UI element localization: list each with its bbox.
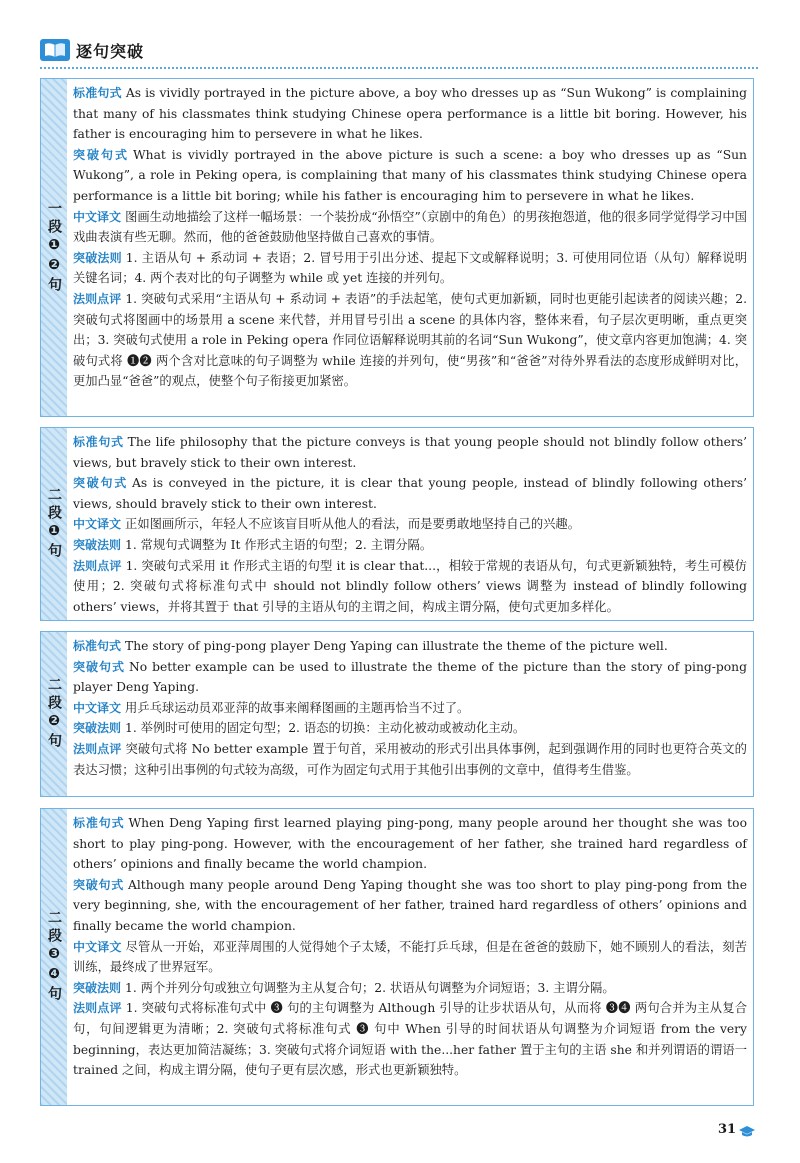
row-label: 突破法则: [73, 721, 122, 736]
row-text: As is conveyed in the picture, it is clear that young people, instead of blindly following others’ views, should bravely stick to their own interest.: [73, 476, 747, 511]
row-translation: [73, 514, 747, 535]
row-text: 突破句式将 No better example 置于句首，采用被动的形式引出具体事例，起到强调作用的同时也更符合英文的表达习惯；这种引出事例的句式较为高级，可作为固定句式用于其他引出事例的文章中，值得考生借鉴。: [73, 741, 747, 777]
row-breakthrough: [73, 657, 747, 698]
section-3: [40, 631, 754, 797]
row-label: 标准句式: [73, 639, 122, 653]
row-text: 1. 举例时可使用的固定句型；2. 语态的切换：主动化被动或被动化主动。: [125, 721, 526, 736]
row-text: As is vividly portrayed in the picture above, a boy who dresses up as “Sun Wukong” is complaining that many of his classmates think studying Chinese opera performance is a little bit boring. However, his father is encouraging him to persevere in what he likes.: [73, 86, 747, 142]
row-translation: [73, 937, 747, 978]
row-label: 突破句式: [73, 659, 125, 674]
header-divider: [40, 67, 758, 69]
header-title: 逐句突破: [76, 41, 145, 61]
row-label: 突破句式: [73, 147, 130, 162]
section-label: 一段❶❷句: [46, 200, 62, 295]
row-text: The story of ping-pong player Deng Yaping can illustrate the theme of the picture well.: [125, 639, 668, 653]
row-rules: [73, 978, 747, 999]
row-label: 法则点评: [73, 558, 122, 573]
section-content: [73, 636, 747, 780]
row-comment: [73, 556, 747, 618]
section-1: [40, 78, 754, 417]
row-standard: [73, 813, 747, 875]
row-text: 尽管从一开始，邓亚萍周围的人觉得她个子太矮，不能打乒乓球，但是在爸爸的鼓励下，她不顾别人的看法，刻苦训练，最终成了世界冠军。: [73, 939, 747, 975]
row-text: No better example can be used to illustrate the theme of the picture than the story of ping-pong player Deng Yaping.: [73, 659, 747, 695]
section-side-tab: [41, 809, 67, 1105]
row-label: 中文译文: [73, 209, 122, 224]
row-translation: [73, 698, 747, 719]
row-text: The life philosophy that the picture conveys is that young people should not blindly follow others’ views, but bravely stick to their own interest.: [73, 435, 747, 470]
row-label: 法则点评: [73, 291, 122, 306]
section-header: [40, 38, 144, 62]
section-2: [40, 427, 754, 621]
row-breakthrough: [73, 473, 747, 514]
section-label: 二段❷句: [46, 677, 62, 751]
row-label: 法则点评: [73, 1001, 122, 1016]
row-text: Although many people around Deng Yaping thought she was too short to play ping-pong from the very beginning, she, with the encouragement of her father, trained hard regardless of others’ opinions and finally became the world champion.: [73, 877, 747, 933]
row-text: 1. 突破句式采用“主语从句 + 系动词 + 表语”的手法起笔，使句式更加新颖，同时也更能引起读者的阅读兴趣；2. 突破句式将图画中的场景用 a scene 来代替，并用冒号引出 a scene 的具体内容，整体来看，句子层次更明晰，重点更突出；3. 突破句式使用 a role in Peking opera 作同位语解释说明其前的名词“Sun Wukong”，使文章内容更加饱满；4. 突破句式将 ❶❷ 两个含对比意味的句子调整为 while 连接的并列句，使“男孩”和“爸爸”对待外界看法的态度形成鲜明对比，更加凸显“爸爸”的观点，使整个句子衔接更加紧密。: [73, 291, 747, 389]
row-translation: [73, 207, 747, 248]
row-rules: [73, 718, 747, 739]
book-icon: [40, 39, 70, 61]
row-label: 标准句式: [73, 435, 124, 449]
row-text: 正如图画所示，年轻人不应该盲目听从他人的看法，而是要勇敢地坚持自己的兴趣。: [125, 517, 581, 532]
row-rules: [73, 248, 747, 289]
row-text: 图画生动地描绘了这样一幅场景：一个装扮成“孙悟空”（京剧中的角色）的男孩抱怨道，他的很多同学觉得学习中国戏曲表演有些无聊。然而，他的爸爸鼓励他坚持做自己喜欢的事情。: [73, 209, 747, 245]
row-text: What is vividly portrayed in the above picture is such a scene: a boy who dresses up as “Sun Wukong”, a role in Peking opera, is complaining that many of his classmates think studying Chinese opera performance is a little bit boring; while his father is encouraging him to persevere in what he likes.: [73, 147, 747, 203]
section-label: 二段❶句: [46, 487, 62, 561]
row-label: 突破法则: [73, 537, 122, 552]
row-text: 1. 突破句式将标准句式中 ❸ 句的主句调整为 Although 引导的让步状语从句，从而将 ❸❹ 两句合并为主从复合句，句间逻辑更为清晰；2. 突破句式将标准句式 ❸ 句中 When 引导的时间状语从句调整为介词短语 from the very beginning，表达更加简洁凝练；3. 突破句式将介词短语 with the...her father 置于主句的主语 she 和并列谓语的谓语一 trained 之间，构成主谓分隔，使句子更有层次感，形式也更新颖独特。: [73, 1001, 747, 1078]
row-text: 1. 主语从句 + 系动词 + 表语；2. 冒号用于引出分述、提起下文或解释说明；3. 可使用同位语（从句）解释说明关键名词；4. 两个表对比的句子调整为 while 或 yet 连接的并列句。: [73, 250, 747, 286]
section-content: [73, 813, 747, 1081]
section-4: [40, 808, 754, 1106]
row-label: 标准句式: [73, 816, 125, 830]
row-breakthrough: [73, 145, 747, 207]
row-label: 法则点评: [73, 741, 122, 756]
row-text: 1. 突破句式采用 it 作形式主语的句型 it is clear that...，相较于常规的表语从句，句式更新颖独特，考生可模仿使用；2. 突破句式将标准句式中 should not blindly follow others’ views 调整为 instead of blindly following others’ views，并将其置于 that 引导的主语从句的主谓之间，构成主谓分隔，使句式更加多样化。: [73, 558, 747, 614]
row-label: 突破句式: [73, 476, 128, 491]
row-label: 标准句式: [73, 86, 122, 100]
row-text: When Deng Yaping first learned playing ping-pong, many people around her thought she was too short to play ping-pong. However, with the encouragement of her father, she trained hard regardless of others’ opinions and finally became the world champion.: [73, 816, 747, 872]
row-text: 1. 常规句式调整为 It 作形式主语的句型；2. 主谓分隔。: [125, 537, 433, 552]
row-comment: [73, 739, 747, 780]
row-text: 1. 两个并列分句或独立句调整为主从复合句；2. 状语从句调整为介词短语；3. 主谓分隔。: [125, 980, 615, 995]
row-label: 中文译文: [73, 700, 122, 715]
row-standard: [73, 432, 747, 473]
section-label: 二段❸❹句: [46, 910, 62, 1004]
row-label: 突破法则: [73, 250, 122, 265]
section-side-tab: [41, 632, 67, 796]
section-content: [73, 432, 747, 617]
section-content: [73, 83, 747, 392]
row-label: 中文译文: [73, 517, 122, 532]
row-text: 用乒乓球运动员邓亚萍的故事来阐释图画的主题再恰当不过了。: [125, 700, 470, 715]
row-standard: [73, 83, 747, 145]
graduation-cap-icon: [738, 1123, 756, 1142]
page-number: 31: [718, 1122, 737, 1137]
section-side-tab: [41, 79, 67, 416]
row-label: 突破法则: [73, 980, 122, 995]
row-label: 中文译文: [73, 939, 122, 954]
section-side-tab: [41, 428, 67, 620]
row-label: 突破句式: [73, 877, 124, 892]
row-comment: [73, 289, 747, 392]
row-comment: [73, 998, 747, 1080]
row-standard: [73, 636, 747, 657]
row-rules: [73, 535, 747, 556]
row-breakthrough: [73, 875, 747, 937]
